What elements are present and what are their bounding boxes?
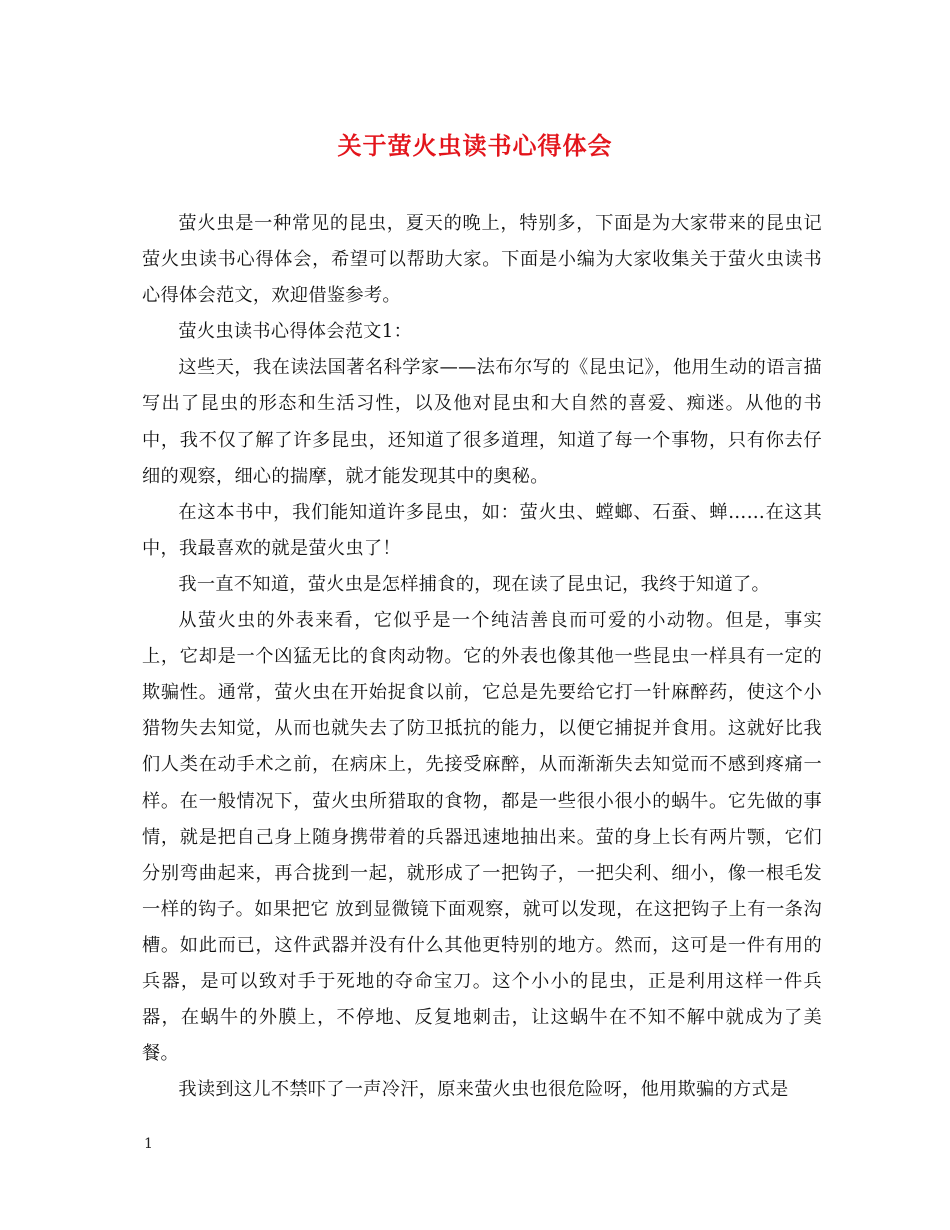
paragraph-sample-heading: 萤火虫读书心得体会范文1： [178,321,413,343]
paragraph-question: 我一直不知道，萤火虫是怎样捕食的，现在读了昆虫记，我终于知道了。 [178,573,770,595]
paragraph-book-intro: 这些天，我在读法国著名科学家——法布尔写的《昆虫记》，他用生动的语言描写出了昆虫的形态和生活习性，以及他对昆虫和大自然的喜爱、痴迷。从他的书中，我不仅了解了许多昆虫，还知道了很多道理，知道了每一个事物，只有你去仔细的观察，细心的揣摩，就才能发现其中的奥秘。 [142,357,822,487]
paragraph-firefly-description: 从萤火虫的外表来看，它似乎是一个纯洁善良而可爱的小动物。但是，事实上，它却是一个凶猛无比的食肉动物。它的外表也像其他一些昆虫一样具有一定的欺骗性。通常，萤火虫在开始捉食以前，它总是先要给它打一针麻醉药，使这个小猎物失去知觉，从而也就失去了防卫抵抗的能力，以便它捕捉并食用。这就好比我们人类在动手术之前，在病床上，先接受麻醉，从而渐渐失去知觉而不感到疼痛一样。在一般情况下，萤火虫所猎取的食物，都是一些很小很小的蜗牛。它先做的事情，就是把自己身上随身携带着的兵器迅速地抽出来。萤的身上长有两片颚，它们分别弯曲起来，再合拢到一起，就形成了一把钩子，一把尖利、细小，像一根毛发一样的钩子。如果把它 放到显微镜下面观察，就可以发现，在这把钩子上有一条沟槽。如此而已，这件武器并没有什么其他更特别的地方。然而，这可是一件有用的兵器，是可以致对手于死地的夺命宝刀。这个小小的昆虫，正是利用这样一件兵器，在蜗牛的外膜上，不停地、反复地刺击，让这蜗牛在不知不解中就成为了美餐。 [142,610,822,1065]
paragraph-reaction: 我读到这儿不禁吓了一声冷汗，原来萤火虫也很危险呀，他用欺骗的方式是 [178,1079,789,1101]
paragraph-intro: 萤火虫是一种常见的昆虫，夏天的晚上，特别多，下面是为大家带来的昆虫记萤火虫读书心得体会，希望可以帮助大家。下面是小编为大家收集关于萤火虫读书心得体会范文，欢迎借鉴参考。 [142,213,822,307]
paragraph-favorite-insect: 在这本书中，我们能知道许多昆虫，如：萤火虫、螳螂、石蚕、蝉……在这其中，我最喜欢的就是萤火虫了！ [142,501,822,559]
document-body [142,206,822,1108]
document-title: 关于萤火虫读书心得体会 [337,131,613,160]
page-number: 1 [144,1136,153,1152]
